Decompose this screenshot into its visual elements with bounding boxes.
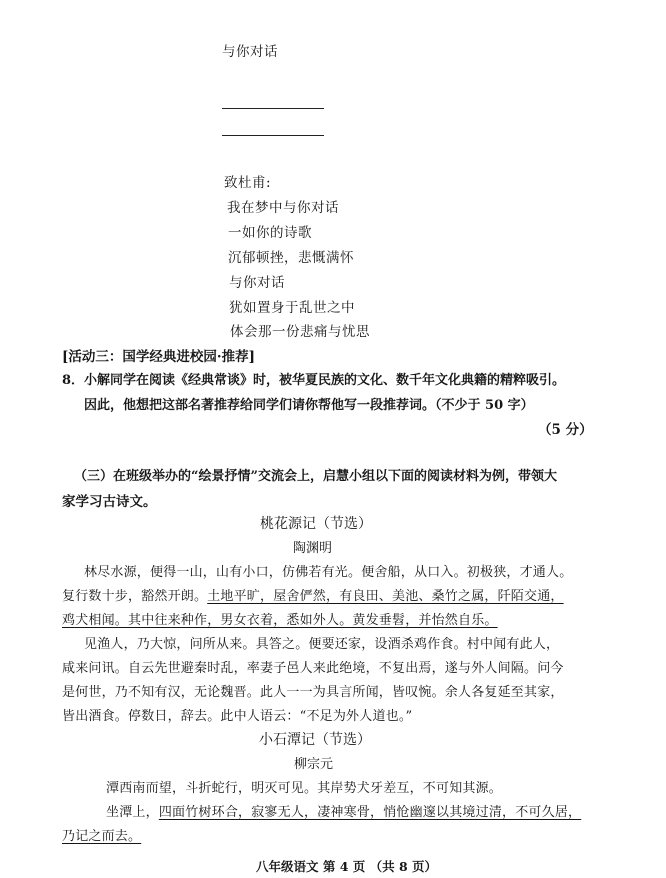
text2-paragraph2-line2: 乃记之而去。	[62, 829, 142, 844]
text2-underlined-segment: 四面竹树环合，寂寥无人，凄神寒骨，悄怆幽邃以其境过清，不可久居，	[158, 805, 582, 820]
text1-paragraph2-line1: 见渔人，乃大惊，问所从来。具答之。便要还家，设酒杀鸡作食。村中闻有此人，	[84, 637, 560, 652]
text1-paragraph1-line2	[62, 585, 564, 604]
section3-intro-line2: 家学习古诗文。	[62, 494, 157, 510]
answer-blank-1	[222, 108, 324, 109]
text2-author: 柳宗元	[294, 757, 334, 772]
text1-plain-segment: 复行数十步，豁然开朗。	[62, 589, 208, 604]
activity3-heading: [活动三：国学经典进校园·推荐]	[62, 349, 255, 365]
poem-line: 一如你的诗歌	[228, 225, 312, 241]
page-footer: 八年级语文 第 4 页 （共 8 页）	[256, 859, 438, 874]
section3-intro-line1: （三）在班级举办的“绘景抒情”交流会上，启慧小组以下面的阅读材料为例，带领大	[74, 469, 557, 484]
poem-line: 与你对话	[229, 275, 285, 291]
text2-paragraph2-line1	[106, 801, 581, 820]
poem-top-line: 与你对话	[222, 44, 278, 60]
text1-paragraph2-line2: 咸来问讯。自云先世避秦时乱，率妻子邑人来此绝境，不复出焉，遂与外人间隔。问今	[62, 661, 564, 676]
poem-line: 沉郁顿挫，悲慨满怀	[228, 250, 354, 266]
text1-paragraph2-line3: 是何世，乃不知有汉，无论魏晋。此人一一为具言所闻，皆叹惋。余人各复延至其家，	[62, 685, 564, 700]
answer-blank-2	[222, 135, 324, 136]
text2-title: 小石潭记（节选）	[259, 732, 371, 748]
poem-salutation: 致杜甫:	[224, 175, 272, 191]
text1-paragraph1-line1: 林尽水源，便得一山，山有小口，仿佛若有光。便舍船，从口入。初极狭，才通人。	[84, 565, 573, 580]
question-8-line2: 因此，他想把这部名著推荐给同学们请你帮他写一段推荐词。（不少于 50 字）	[84, 398, 534, 413]
poem-line: 体会那一份悲痛与忧思	[230, 324, 370, 340]
text1-underlined-segment: 土地平旷，屋舍俨然，有良田、美池、桑竹之属，阡陌交通，	[207, 589, 564, 604]
text1-paragraph2-line4: 皆出酒食。停数日，辞去。此中人语云：“不足为外人道也。”	[62, 709, 413, 724]
text1-title: 桃花源记（节选）	[260, 516, 372, 532]
text1-paragraph1-line3: 鸡犬相闻。其中往来种作，男女衣着，悉如外人。黄发垂髫，并怡然自乐。	[62, 613, 498, 628]
text1-author: 陶渊明	[293, 541, 333, 556]
poem-line: 犹如置身于乱世之中	[229, 300, 355, 316]
question-8-score: （5 分）	[538, 422, 593, 438]
poem-line: 我在梦中与你对话	[227, 200, 339, 216]
text2-paragraph1: 潭西南而望，斗折蛇行，明灭可见。其岸势犬牙差互，不可知其源。	[106, 781, 503, 796]
question-8-line1: 8．小解同学在阅读《经典常谈》时，被华夏民族的文化、数千年文化典籍的精粹吸引。	[62, 373, 566, 388]
text2-plain-segment: 坐潭上，	[106, 805, 159, 820]
